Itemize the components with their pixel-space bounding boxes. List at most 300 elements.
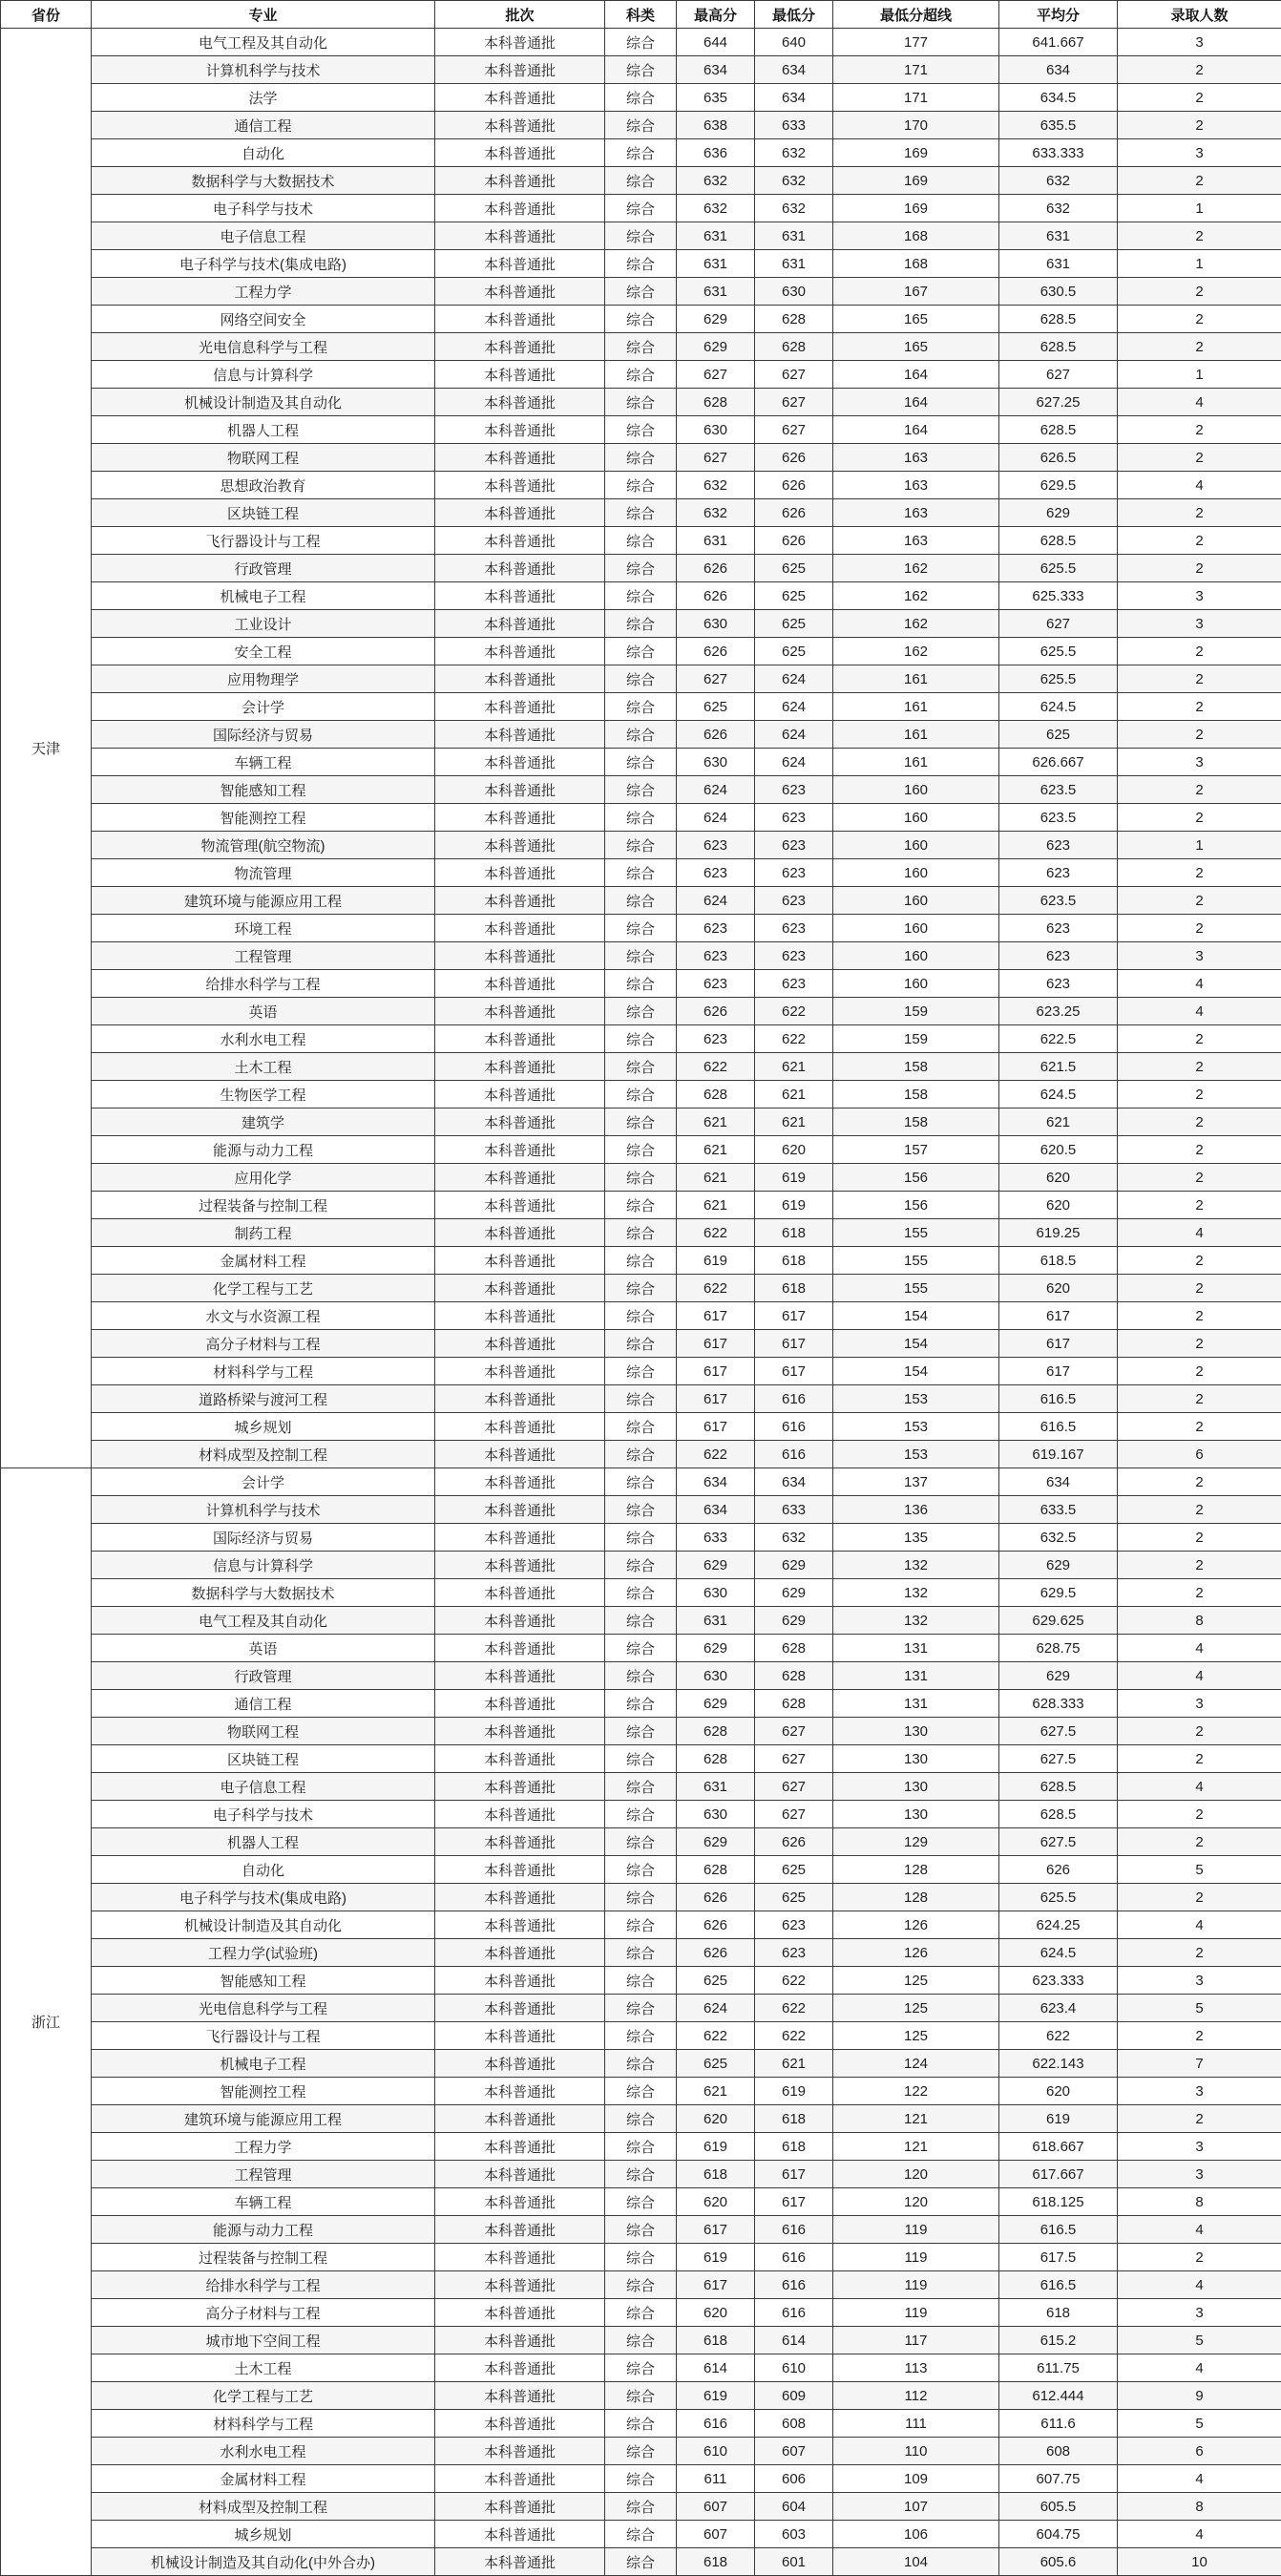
cell-max_score: 621 (677, 1109, 755, 1136)
cell-above_line: 131 (833, 1690, 999, 1718)
cell-count: 3 (1118, 29, 1281, 56)
cell-subject: 综合 (605, 139, 677, 167)
cell-batch: 本科普通批 (435, 1219, 605, 1247)
cell-min_score: 623 (755, 776, 833, 804)
table-row (1, 2438, 1281, 2465)
cell-max_score: 618 (677, 2161, 755, 2188)
cell-count: 2 (1118, 1164, 1281, 1192)
cell-above_line: 171 (833, 56, 999, 84)
cell-min_score: 627 (755, 361, 833, 389)
cell-subject: 综合 (605, 859, 677, 887)
cell-avg_score: 626.5 (999, 444, 1118, 472)
cell-min_score: 617 (755, 1330, 833, 1358)
cell-count: 5 (1118, 1995, 1281, 2022)
cell-above_line: 156 (833, 1164, 999, 1192)
cell-min_score: 627 (755, 1745, 833, 1773)
table-row (1, 2327, 1281, 2354)
table-row (1, 2216, 1281, 2244)
cell-major: 区块链工程 (92, 1745, 435, 1773)
table-row (1, 139, 1281, 167)
table-row (1, 2244, 1281, 2271)
cell-major: 金属材料工程 (92, 2465, 435, 2493)
cell-count: 2 (1118, 1496, 1281, 1524)
cell-count: 2 (1118, 1468, 1281, 1496)
cell-subject: 综合 (605, 998, 677, 1025)
cell-min_score: 621 (755, 1053, 833, 1081)
cell-avg_score: 628.75 (999, 1635, 1118, 1662)
cell-major: 电气工程及其自动化 (92, 1607, 435, 1635)
cell-max_score: 625 (677, 2050, 755, 2078)
table-row (1, 2161, 1281, 2188)
cell-avg_score: 618.5 (999, 1247, 1118, 1275)
table-row (1, 222, 1281, 250)
cell-above_line: 165 (833, 306, 999, 333)
cell-batch: 本科普通批 (435, 638, 605, 665)
table-row (1, 1247, 1281, 1275)
cell-max_score: 626 (677, 1939, 755, 1967)
cell-subject: 综合 (605, 1773, 677, 1801)
cell-count: 8 (1118, 1607, 1281, 1635)
cell-max_score: 618 (677, 2327, 755, 2354)
cell-above_line: 171 (833, 84, 999, 112)
cell-major: 智能感知工程 (92, 776, 435, 804)
cell-batch: 本科普通批 (435, 1884, 605, 1911)
cell-major: 机械电子工程 (92, 582, 435, 610)
cell-avg_score: 634.5 (999, 84, 1118, 112)
cell-subject: 综合 (605, 361, 677, 389)
cell-above_line: 158 (833, 1081, 999, 1109)
cell-count: 2 (1118, 1192, 1281, 1219)
cell-subject: 综合 (605, 112, 677, 139)
cell-count: 5 (1118, 2410, 1281, 2438)
cell-count: 2 (1118, 776, 1281, 804)
column-header-major: 专业 (92, 1, 435, 29)
cell-count: 3 (1118, 2161, 1281, 2188)
cell-batch: 本科普通批 (435, 1053, 605, 1081)
cell-count: 2 (1118, 167, 1281, 195)
cell-min_score: 632 (755, 1524, 833, 1552)
cell-subject: 综合 (605, 1662, 677, 1690)
cell-subject: 综合 (605, 1025, 677, 1053)
cell-subject: 综合 (605, 665, 677, 693)
cell-count: 3 (1118, 1690, 1281, 1718)
cell-subject: 综合 (605, 1109, 677, 1136)
cell-min_score: 634 (755, 56, 833, 84)
cell-count: 4 (1118, 998, 1281, 1025)
cell-above_line: 163 (833, 472, 999, 499)
cell-min_score: 627 (755, 1718, 833, 1745)
cell-avg_score: 629.625 (999, 1607, 1118, 1635)
cell-above_line: 163 (833, 444, 999, 472)
table-row (1, 2493, 1281, 2521)
cell-above_line: 131 (833, 1662, 999, 1690)
column-header-avg-score: 平均分 (999, 1, 1118, 29)
cell-avg_score: 604.75 (999, 2521, 1118, 2548)
cell-batch: 本科普通批 (435, 1164, 605, 1192)
table-row (1, 389, 1281, 416)
table-row (1, 555, 1281, 582)
cell-max_score: 622 (677, 1441, 755, 1468)
cell-batch: 本科普通批 (435, 1662, 605, 1690)
cell-count: 4 (1118, 2521, 1281, 2548)
cell-major: 行政管理 (92, 555, 435, 582)
cell-subject: 综合 (605, 2078, 677, 2105)
cell-major: 信息与计算科学 (92, 361, 435, 389)
cell-min_score: 622 (755, 1995, 833, 2022)
cell-min_score: 623 (755, 887, 833, 915)
table-row (1, 1413, 1281, 1441)
cell-subject: 综合 (605, 416, 677, 444)
cell-max_score: 620 (677, 2299, 755, 2327)
cell-subject: 综合 (605, 2188, 677, 2216)
cell-major: 工程力学 (92, 2133, 435, 2161)
cell-avg_score: 625 (999, 721, 1118, 749)
cell-batch: 本科普通批 (435, 1247, 605, 1275)
cell-above_line: 131 (833, 1635, 999, 1662)
cell-count: 2 (1118, 665, 1281, 693)
cell-count: 2 (1118, 2105, 1281, 2133)
cell-batch: 本科普通批 (435, 832, 605, 859)
cell-min_score: 618 (755, 2105, 833, 2133)
cell-batch: 本科普通批 (435, 1967, 605, 1995)
cell-batch: 本科普通批 (435, 527, 605, 555)
cell-min_score: 626 (755, 444, 833, 472)
cell-subject: 综合 (605, 195, 677, 222)
cell-major: 法学 (92, 84, 435, 112)
cell-above_line: 159 (833, 998, 999, 1025)
cell-count: 2 (1118, 499, 1281, 527)
table-row (1, 416, 1281, 444)
cell-count: 2 (1118, 1275, 1281, 1302)
cell-subject: 综合 (605, 1718, 677, 1745)
cell-count: 2 (1118, 1552, 1281, 1579)
cell-major: 给排水科学与工程 (92, 2271, 435, 2299)
cell-major: 能源与动力工程 (92, 1136, 435, 1164)
cell-avg_score: 625.333 (999, 582, 1118, 610)
table-row (1, 167, 1281, 195)
cell-subject: 综合 (605, 1081, 677, 1109)
cell-count: 2 (1118, 306, 1281, 333)
cell-min_score: 616 (755, 1441, 833, 1468)
cell-above_line: 120 (833, 2188, 999, 2216)
cell-above_line: 113 (833, 2354, 999, 2382)
cell-max_score: 617 (677, 1330, 755, 1358)
table-row (1, 472, 1281, 499)
cell-min_score: 624 (755, 721, 833, 749)
cell-avg_score: 627.5 (999, 1828, 1118, 1856)
cell-batch: 本科普通批 (435, 2299, 605, 2327)
cell-avg_score: 618.667 (999, 2133, 1118, 2161)
cell-min_score: 625 (755, 610, 833, 638)
cell-batch: 本科普通批 (435, 749, 605, 776)
cell-count: 2 (1118, 1081, 1281, 1109)
table-row (1, 832, 1281, 859)
cell-min_score: 623 (755, 804, 833, 832)
cell-count: 1 (1118, 250, 1281, 278)
cell-above_line: 126 (833, 1939, 999, 1967)
cell-max_score: 630 (677, 1579, 755, 1607)
cell-max_score: 628 (677, 1081, 755, 1109)
cell-above_line: 161 (833, 749, 999, 776)
table-row (1, 1441, 1281, 1468)
cell-batch: 本科普通批 (435, 2078, 605, 2105)
cell-batch: 本科普通批 (435, 1773, 605, 1801)
cell-above_line: 106 (833, 2521, 999, 2548)
cell-subject: 综合 (605, 2354, 677, 2382)
cell-count: 2 (1118, 721, 1281, 749)
cell-major: 车辆工程 (92, 749, 435, 776)
cell-max_score: 614 (677, 2354, 755, 2382)
cell-subject: 综合 (605, 887, 677, 915)
cell-min_score: 604 (755, 2493, 833, 2521)
table-row (1, 915, 1281, 942)
cell-subject: 综合 (605, 2548, 677, 2576)
cell-max_score: 631 (677, 250, 755, 278)
cell-batch: 本科普通批 (435, 610, 605, 638)
cell-batch: 本科普通批 (435, 693, 605, 721)
cell-major: 会计学 (92, 693, 435, 721)
cell-subject: 综合 (605, 2438, 677, 2465)
cell-count: 1 (1118, 832, 1281, 859)
cell-batch: 本科普通批 (435, 555, 605, 582)
cell-subject: 综合 (605, 2161, 677, 2188)
cell-max_score: 619 (677, 2133, 755, 2161)
cell-above_line: 160 (833, 970, 999, 998)
cell-major: 建筑环境与能源应用工程 (92, 2105, 435, 2133)
cell-major: 光电信息科学与工程 (92, 333, 435, 361)
cell-subject: 综合 (605, 1441, 677, 1468)
cell-min_score: 619 (755, 1192, 833, 1219)
cell-batch: 本科普通批 (435, 472, 605, 499)
cell-min_score: 616 (755, 2299, 833, 2327)
cell-count: 3 (1118, 1967, 1281, 1995)
table-row (1, 2521, 1281, 2548)
cell-max_score: 626 (677, 1884, 755, 1911)
cell-min_score: 623 (755, 859, 833, 887)
cell-min_score: 625 (755, 1856, 833, 1884)
cell-subject: 综合 (605, 1385, 677, 1413)
cell-major: 建筑环境与能源应用工程 (92, 887, 435, 915)
cell-major: 工程力学 (92, 278, 435, 306)
table-row (1, 195, 1281, 222)
table-row (1, 444, 1281, 472)
cell-above_line: 154 (833, 1302, 999, 1330)
cell-major: 安全工程 (92, 638, 435, 665)
cell-major: 国际经济与贸易 (92, 721, 435, 749)
cell-major: 建筑学 (92, 1109, 435, 1136)
cell-major: 环境工程 (92, 915, 435, 942)
cell-batch: 本科普通批 (435, 2244, 605, 2271)
table-row (1, 1801, 1281, 1828)
cell-count: 4 (1118, 472, 1281, 499)
cell-batch: 本科普通批 (435, 1385, 605, 1413)
cell-subject: 综合 (605, 1967, 677, 1995)
cell-subject: 综合 (605, 1690, 677, 1718)
cell-batch: 本科普通批 (435, 389, 605, 416)
cell-batch: 本科普通批 (435, 1081, 605, 1109)
cell-subject: 综合 (605, 2244, 677, 2271)
cell-count: 2 (1118, 638, 1281, 665)
cell-above_line: 155 (833, 1219, 999, 1247)
cell-min_score: 623 (755, 832, 833, 859)
cell-min_score: 619 (755, 1164, 833, 1192)
cell-min_score: 621 (755, 1081, 833, 1109)
table-row (1, 1524, 1281, 1552)
cell-count: 4 (1118, 2216, 1281, 2244)
cell-min_score: 622 (755, 2022, 833, 2050)
cell-major: 自动化 (92, 139, 435, 167)
cell-major: 土木工程 (92, 2354, 435, 2382)
cell-subject: 综合 (605, 1136, 677, 1164)
cell-max_score: 634 (677, 1468, 755, 1496)
table-row (1, 2078, 1281, 2105)
cell-avg_score: 617 (999, 1302, 1118, 1330)
cell-max_score: 638 (677, 112, 755, 139)
cell-above_line: 162 (833, 555, 999, 582)
cell-avg_score: 612.444 (999, 2382, 1118, 2410)
cell-count: 3 (1118, 610, 1281, 638)
cell-count: 2 (1118, 1745, 1281, 1773)
cell-above_line: 155 (833, 1247, 999, 1275)
cell-above_line: 167 (833, 278, 999, 306)
cell-avg_score: 605.5 (999, 2493, 1118, 2521)
cell-max_score: 626 (677, 721, 755, 749)
cell-min_score: 622 (755, 1967, 833, 1995)
cell-subject: 综合 (605, 1745, 677, 1773)
cell-major: 机械电子工程 (92, 2050, 435, 2078)
cell-max_score: 626 (677, 998, 755, 1025)
cell-min_score: 619 (755, 2078, 833, 2105)
cell-count: 2 (1118, 915, 1281, 942)
cell-min_score: 634 (755, 1468, 833, 1496)
cell-max_score: 629 (677, 333, 755, 361)
cell-max_score: 634 (677, 1496, 755, 1524)
cell-subject: 综合 (605, 2105, 677, 2133)
cell-avg_score: 628.5 (999, 1801, 1118, 1828)
cell-min_score: 625 (755, 582, 833, 610)
cell-above_line: 126 (833, 1911, 999, 1939)
cell-min_score: 631 (755, 222, 833, 250)
cell-major: 区块链工程 (92, 499, 435, 527)
cell-subject: 综合 (605, 693, 677, 721)
cell-avg_score: 617.667 (999, 2161, 1118, 2188)
cell-above_line: 119 (833, 2271, 999, 2299)
cell-max_score: 626 (677, 1911, 755, 1939)
table-row (1, 693, 1281, 721)
cell-count: 2 (1118, 416, 1281, 444)
cell-max_score: 624 (677, 776, 755, 804)
table-row (1, 1053, 1281, 1081)
cell-max_score: 621 (677, 1192, 755, 1219)
cell-major: 电子科学与技术(集成电路) (92, 1884, 435, 1911)
cell-count: 3 (1118, 2299, 1281, 2327)
cell-major: 通信工程 (92, 1690, 435, 1718)
cell-count: 7 (1118, 2050, 1281, 2078)
table-row (1, 2271, 1281, 2299)
cell-above_line: 160 (833, 832, 999, 859)
cell-major: 化学工程与工艺 (92, 2382, 435, 2410)
table-row (1, 2133, 1281, 2161)
cell-subject: 综合 (605, 942, 677, 970)
cell-max_score: 632 (677, 472, 755, 499)
cell-batch: 本科普通批 (435, 1496, 605, 1524)
cell-major: 物联网工程 (92, 444, 435, 472)
table-row (1, 1828, 1281, 1856)
province-cell: 天津 (1, 29, 92, 1468)
cell-count: 4 (1118, 970, 1281, 998)
cell-min_score: 629 (755, 1607, 833, 1635)
cell-subject: 综合 (605, 2465, 677, 2493)
cell-min_score: 614 (755, 2327, 833, 2354)
cell-above_line: 135 (833, 1524, 999, 1552)
cell-batch: 本科普通批 (435, 915, 605, 942)
cell-count: 2 (1118, 333, 1281, 361)
cell-major: 土木工程 (92, 1053, 435, 1081)
cell-batch: 本科普通批 (435, 195, 605, 222)
cell-avg_score: 626.667 (999, 749, 1118, 776)
cell-batch: 本科普通批 (435, 1635, 605, 1662)
cell-batch: 本科普通批 (435, 278, 605, 306)
table-row (1, 1468, 1281, 1496)
cell-count: 2 (1118, 1136, 1281, 1164)
cell-avg_score: 619 (999, 2105, 1118, 2133)
cell-above_line: 111 (833, 2410, 999, 2438)
cell-max_score: 621 (677, 1136, 755, 1164)
table-row (1, 56, 1281, 84)
cell-major: 应用物理学 (92, 665, 435, 693)
cell-batch: 本科普通批 (435, 1607, 605, 1635)
cell-subject: 综合 (605, 555, 677, 582)
cell-min_score: 628 (755, 1635, 833, 1662)
cell-batch: 本科普通批 (435, 2382, 605, 2410)
cell-major: 飞行器设计与工程 (92, 527, 435, 555)
cell-batch: 本科普通批 (435, 444, 605, 472)
cell-max_score: 631 (677, 527, 755, 555)
cell-avg_score: 629 (999, 499, 1118, 527)
cell-min_score: 624 (755, 749, 833, 776)
cell-major: 飞行器设计与工程 (92, 2022, 435, 2050)
cell-min_score: 608 (755, 2410, 833, 2438)
cell-subject: 综合 (605, 250, 677, 278)
cell-count: 4 (1118, 2465, 1281, 2493)
cell-max_score: 631 (677, 1773, 755, 1801)
table-row (1, 2354, 1281, 2382)
cell-min_score: 627 (755, 416, 833, 444)
cell-batch: 本科普通批 (435, 306, 605, 333)
cell-avg_score: 632.5 (999, 1524, 1118, 1552)
cell-major: 智能测控工程 (92, 2078, 435, 2105)
cell-avg_score: 615.2 (999, 2327, 1118, 2354)
cell-subject: 综合 (605, 1801, 677, 1828)
cell-subject: 综合 (605, 1884, 677, 1911)
table-row (1, 1192, 1281, 1219)
cell-batch: 本科普通批 (435, 1302, 605, 1330)
table-row (1, 2465, 1281, 2493)
cell-max_score: 617 (677, 1385, 755, 1413)
cell-count: 2 (1118, 527, 1281, 555)
cell-count: 4 (1118, 1219, 1281, 1247)
cell-min_score: 630 (755, 278, 833, 306)
cell-count: 3 (1118, 2078, 1281, 2105)
cell-major: 生物医学工程 (92, 1081, 435, 1109)
cell-subject: 综合 (605, 2410, 677, 2438)
table-row (1, 1496, 1281, 1524)
cell-batch: 本科普通批 (435, 859, 605, 887)
cell-count: 4 (1118, 1911, 1281, 1939)
cell-subject: 综合 (605, 610, 677, 638)
column-header-subject: 科类 (605, 1, 677, 29)
cell-avg_score: 629 (999, 1662, 1118, 1690)
